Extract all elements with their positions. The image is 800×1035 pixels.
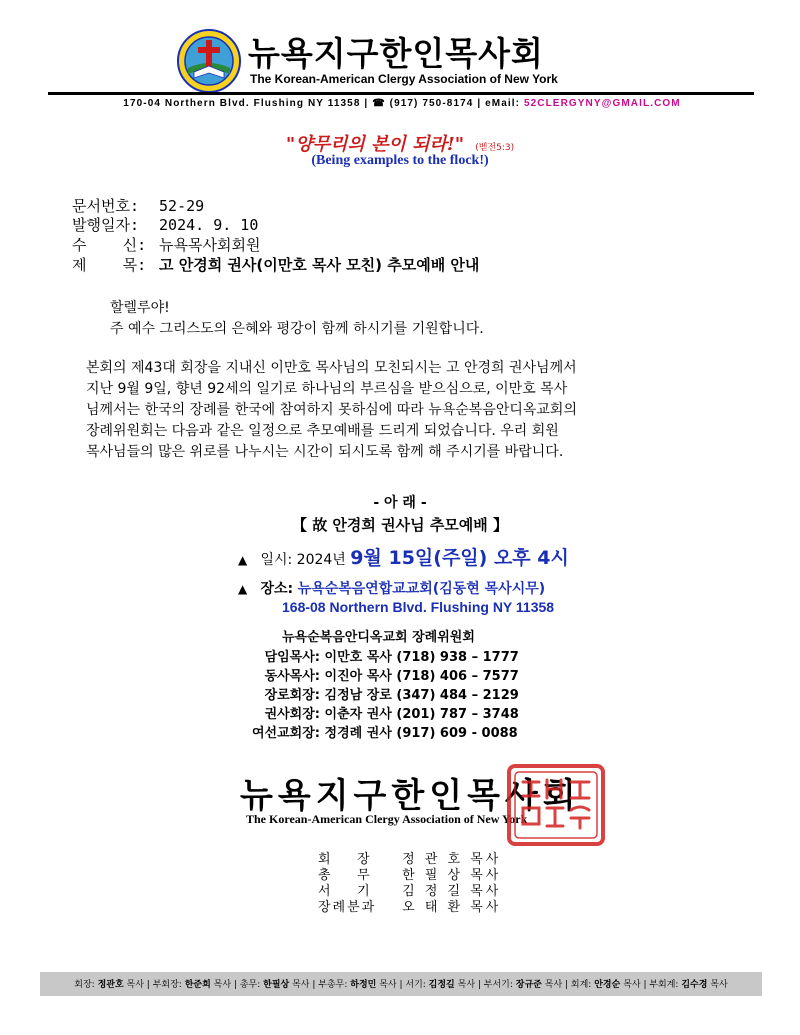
subject-label: 제 목:: [72, 256, 147, 274]
issue-date-label: 발행일자:: [72, 216, 139, 234]
event-place-value: 뉴욕순복음연합교교회(김동현 목사시무): [297, 581, 546, 597]
triangle-bullet-icon: ▲: [238, 582, 248, 596]
org-title: 뉴욕지구한인목사회: [248, 34, 544, 73]
contact-address: 170-04 Northern Blvd. Flushing NY 11358: [123, 98, 361, 109]
official-seal-stamp: [505, 762, 607, 848]
doc-number: 52-29: [159, 197, 205, 215]
footer-item: 회계: 안경순 목사: [570, 980, 641, 990]
footer-item: 부총무: 하정민 목사: [318, 980, 397, 990]
contact-phone: (347) 484 – 2129: [396, 688, 519, 703]
recipient: 뉴욕목사회회원: [159, 236, 261, 254]
issue-date: 2024. 9. 10: [159, 216, 259, 234]
contact-phone: (917) 750-8174: [389, 98, 474, 109]
motto-reference: (벧전5:3): [475, 143, 515, 153]
officer-name: 정 관 호 목사: [402, 852, 502, 867]
contact-row: [200, 665, 519, 684]
footer-item: 총무: 한필상 목사: [239, 980, 310, 990]
officer-role: 장례분과: [318, 900, 377, 915]
event-date-year: 2024년: [296, 552, 346, 568]
signature-org-name: 뉴욕지구한인목사회: [240, 776, 581, 816]
doc-number-row: [72, 195, 204, 216]
contact-role: 여선교회장:: [252, 726, 320, 741]
contact-phone: (917) 609 - 0088: [396, 726, 518, 741]
officer-role: 회 장: [318, 852, 372, 867]
recipient-label: 수 신:: [72, 236, 147, 254]
church-cross-logo-icon: [176, 28, 242, 94]
header-divider: [48, 92, 754, 95]
greeting-hallelujah: 할렐루야!: [110, 300, 170, 316]
contact-role: 담임목사:: [264, 650, 320, 665]
paragraph-line: 장례위원회는 다음과 같은 일정으로 추모예배를 드리게 되었습니다. 우리 회원: [86, 423, 559, 439]
contact-phone: (718) 406 – 7577: [396, 669, 519, 684]
contact-name: 이만호 목사: [324, 650, 392, 665]
signature-org-name-en: The Korean-American Clergy Association of New York: [246, 812, 528, 826]
details-heading: - 아 래 -: [373, 495, 427, 511]
committee-title: 뉴욕순복음안디옥교회 장례위원회: [282, 630, 475, 645]
footer-item: 부회장: 한준희 목사: [152, 980, 232, 990]
paragraph-line: 목사님들의 많은 위로를 나누시는 시간이 되시도록 함께 해 주시기를 바랍니다.: [86, 444, 564, 460]
event-address: 168-08 Northern Blvd. Flushing NY 11358: [282, 599, 555, 615]
officer-role: 총 무: [318, 868, 372, 883]
officer-role: 서 기: [318, 884, 372, 899]
event-place-label: 장소:: [260, 581, 294, 597]
motto-text: "양무리의 본이 되라!": [285, 134, 465, 155]
contact-email[interactable]: 52CLERGYNY@GMAIL.COM: [523, 98, 681, 109]
event-date-label: 일시:: [260, 552, 293, 568]
contact-name: 이춘자 권사: [324, 707, 392, 722]
footer-officers: 회장: 정관호 목사 | 부회장: 한준희 목사 | 총무: 한필상 목사 | 부총무: 하정민 목사 | 서기: 김정길 목사 | 부서기: 장규준 목사 | 회계: 안경순 목사 | 부회계: 김수경 목사: [74, 980, 728, 990]
event-place-row: [238, 578, 545, 598]
subject-row: [72, 254, 479, 275]
paragraph-line: 님께서는 한국의 장례를 한국에 참여하지 못하심에 따라 뉴욕순복음안디옥교회의: [86, 402, 577, 418]
officer-row: [318, 896, 501, 915]
contact-phone: (201) 787 – 3748: [396, 707, 519, 722]
email-label: eMail:: [485, 98, 521, 109]
motto-english: (Being examples to the flock!): [311, 153, 489, 168]
issue-date-row: [72, 214, 258, 235]
recipient-row: [72, 234, 260, 255]
officer-name: 오 태 환 목사: [402, 900, 502, 915]
footer-item: 부서기: 장규준 목사: [483, 980, 563, 990]
contact-row: [200, 646, 519, 665]
subject: 고 안경희 권사(이만호 목사 모친) 추모예배 안내: [159, 256, 480, 274]
officer-name: 한 필 상 목사: [402, 868, 502, 883]
doc-number-label: 문서번호:: [72, 197, 139, 215]
footer-item: 회장: 정관호 목사: [74, 980, 144, 990]
contact-role: 장로회장:: [264, 688, 320, 703]
event-date-row: [238, 543, 569, 570]
footer-item: 부회계: 김수경 목사: [649, 980, 728, 990]
contact-name: 김정남 장로: [324, 688, 392, 703]
org-subtitle-en: The Korean-American Clergy Association of New York: [250, 72, 558, 86]
contact-role: 동사목사:: [264, 669, 320, 684]
contact-name: 이진아 목사: [324, 669, 392, 684]
paragraph-line: 지난 9월 9일, 향년 92세의 일기로 하나님의 부르심을 받으심으로, 이만호 목사: [86, 381, 568, 397]
contact-phone: (718) 938 – 1777: [396, 650, 519, 665]
contact-name: 정경례 권사: [324, 726, 392, 741]
contact-line: 170-04 Northern Blvd. Flushing NY 11358 | ☎ (917) 750-8174 | eMail: 52CLERGYNY@GMAIL.COM: [123, 98, 681, 109]
contact-row: [200, 684, 519, 703]
footer-item: 서기: 김정길 목사: [405, 980, 476, 990]
phone-icon: ☎: [372, 98, 386, 109]
contact-role: 권사회장:: [264, 707, 320, 722]
paragraph-line: 본회의 제43대 회장을 지내신 이만호 목사님의 모친되시는 고 안경희 권사님께서: [86, 360, 577, 376]
officer-name: 김 정 길 목사: [402, 884, 502, 899]
contact-row: [200, 703, 519, 722]
event-date-value: 9월 15일(주일) 오후 4시: [350, 547, 569, 569]
triangle-bullet-icon: ▲: [238, 553, 248, 567]
contact-row: [200, 722, 518, 741]
greeting-blessing: 주 예수 그리스도의 은혜와 평강이 함께 하시기를 기원합니다.: [110, 321, 484, 337]
memorial-title: 【 故 안경희 권사님 추모예배 】: [291, 516, 508, 534]
